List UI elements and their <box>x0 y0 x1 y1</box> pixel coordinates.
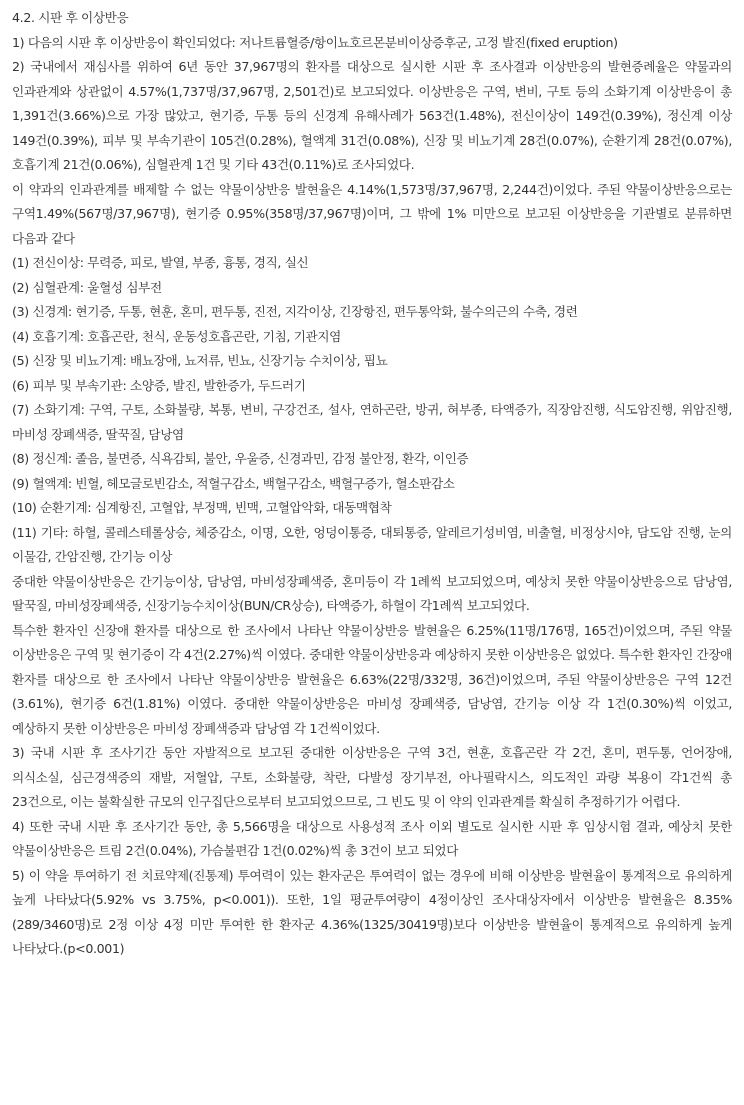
list-item-digestive: (7) 소화기계: 구역, 구토, 소화불량, 복통, 변비, 구강건조, 설사, 연하곤란, 방귀, 혀부종, 타액증가, 직장암진행, 식도암진행, 위암진행, 마비성 장폐색증, 딸꾹질, 담낭염 <box>12 402 732 442</box>
section-heading: 4.2. 시판 후 이상반응 <box>12 10 129 25</box>
list-item-general: (1) 전신이상: 무력증, 피로, 발열, 부종, 흉통, 경직, 실신 <box>12 255 309 270</box>
list-item-psychiatric: (8) 정신계: 졸음, 불면증, 식욕감퇴, 불안, 우울증, 신경과민, 감정 불안정, 환각, 이인증 <box>12 451 469 466</box>
list-item-renal-urinary: (5) 신장 및 비뇨기계: 배뇨장애, 뇨저류, 빈뇨, 신장기능 수치이상, 핍뇨 <box>12 353 388 368</box>
paragraph-serious-adr: 중대한 약물이상반응은 간기능이상, 담낭염, 마비성장폐색증, 혼미등이 각 1례씩 보고되었으며, 예상치 못한 약물이상반응으로 담낭염, 딸꾹질, 마비성장폐색증, 신장기능수치이상(BUN/CR상승), 타액증가, 하혈이 각1례씩 보고되었다. <box>12 573 732 613</box>
paragraph-domestic-survey: 2) 국내에서 재심사를 위하여 6년 동안 37,967명의 환자를 대상으로 실시한 시판 후 조사결과 이상반응의 발현증례율은 약물과의 인과관계와 상관없이 4.57%(1,737명/37,967명, 2,501건)로 보고되었다. 이상반응은 구역, 변비, 구토 등의 소화기계 이상반응이 총 1,391건(3.66%)으로 가장 많았고, 현기증, 두통 등의 신경계 유해사례가 563건(1.48%), 전신이상이 149건(0.39%), 정신계 이상 149건(0.39%), 피부 및 부속기관이 105건(0.28%), 혈액계 31건(0.08%), 신장 및 비뇨기계 28건(0.07%), 순환기계 28건(0.07%), 호흡기계 21건(0.06%), 심혈관계 1건 및 기타 43건(0.11%)로 조사되었다. <box>12 59 732 172</box>
paragraph-causal-adr-rate: 이 약과의 인과관계를 배제할 수 없는 약물이상반응 발현율은 4.14%(1,573명/37,967명, 2,244건)이었다. 주된 약물이상반응으로는 구역1.49%(567명/37,967명), 현기증 0.95%(358명/37,967명)이며, 그 밖에 1% 미만으로 보고된 이상반응을 기관별로 분류하면 다음과 같다 <box>12 181 732 246</box>
paragraph-special-patients: 특수한 환자인 신장애 환자를 대상으로 한 조사에서 나타난 약물이상반응 발현율은 6.25%(11명/176명, 165건)이었으며, 주된 약물 이상반응은 구역 및 현기증이 각 4건(2.27%)씩 이였다. 중대한 약물이상반응과 예상하지 못한 이상반응은 없었다. 특수한 환자인 간장애 환자를 대상으로 한 조사에서 나타난 약물이상반응 발현율은 6.63%(22명/332명, 36건)이었으며, 주된 약물이상반응은 구역 12건(3.61%), 현기증 6건(1.81%) 이였다. 중대한 약물이상반응은 마비성 장폐색증, 담낭염, 간기능 이상 각 1건(0.30%)씩 이었고, 예상하지 못한 이상반응은 마비성 장폐색증과 담낭염 각 1건씩이었다. <box>12 622 732 736</box>
paragraph-spontaneous-reports: 3) 국내 시판 후 조사기간 동안 자발적으로 보고된 중대한 이상반응은 구역 3건, 현훈, 호흡곤란 각 2건, 혼미, 편두통, 언어장애, 의식소실, 심근경색증의 재발, 저혈압, 구토, 소화불량, 착란, 다발성 장기부전, 아나필락시스, 의도적인 과량 복용이 각1건씩 총 23건으로, 이는 불확실한 규모의 인구집단으로부터 보고되었으므로, 그 빈도 및 이 약의 인과관계를 확실히 추정하기가 어렵다. <box>12 745 732 809</box>
paragraph-known-adverse-reactions: 1) 다음의 시판 후 이상반응이 확인되었다: 저나트륨혈증/항이뇨호르몬분비이상증후군, 고정 발진(fixed eruption) <box>12 34 618 50</box>
paragraph-prior-treatment: 5) 이 약을 투여하기 전 치료약제(진통제) 투여력이 있는 환자군은 투여력이 없는 경우에 비해 이상반응 발현율이 통계적으로 유의하게 높게 나타났다(5.92% vs 3.75%, p<0.001)). 또한, 1일 평균투여량이 4정이상인 조사대상자에서 이상반응 발현율은 8.35%(289/3460명)로 2정 이상 4정 미만 투여한 한 환자군 4.36%(1325/30419명)보다 이상반응 발현율이 통계적으로 유의하게 높게 나타났다.(p<0.001) <box>12 867 732 956</box>
list-item-respiratory: (4) 호흡기계: 호흡곤란, 천식, 운동성호흡곤란, 기침, 기관지염 <box>12 328 341 344</box>
list-item-other: (11) 기타: 하혈, 콜레스테롤상승, 체중감소, 이명, 오한, 엉덩이통증, 대퇴통증, 알레르기성비염, 비출혈, 비정상시야, 담도암 진행, 눈의 이물감, 간암진행, 간기능 이상 <box>12 524 732 564</box>
list-item-circulatory: (10) 순환기계: 심계항진, 고혈압, 부정맥, 빈맥, 고혈압악화, 대동맥협착 <box>12 500 392 515</box>
list-item-skin: (6) 피부 및 부속기관: 소양증, 발진, 발한증가, 두드러기 <box>12 377 306 393</box>
list-item-nervous: (3) 신경계: 현기증, 두통, 현훈, 혼미, 편두통, 진전, 지각이상, 긴장항진, 편두통악화, 불수의근의 수축, 경련 <box>12 304 578 319</box>
list-item-hematologic: (9) 혈액계: 빈혈, 헤모글로빈감소, 적혈구감소, 백혈구감소, 백혈구증가, 혈소판감소 <box>12 475 455 491</box>
paragraph-postmarketing-trial: 4) 또한 국내 시판 후 조사기간 동안, 총 5,566명을 대상으로 사용성적 조사 이외 별도로 실시한 시판 후 임상시험 결과, 예상치 못한 약물이상반응은 트림 2건(0.04%), 가슴불편감 1건(0.02%)씩 총 3건이 보고 되었다 <box>12 818 732 858</box>
list-item-cardiovascular: (2) 심혈관계: 울혈성 심부전 <box>12 279 162 295</box>
